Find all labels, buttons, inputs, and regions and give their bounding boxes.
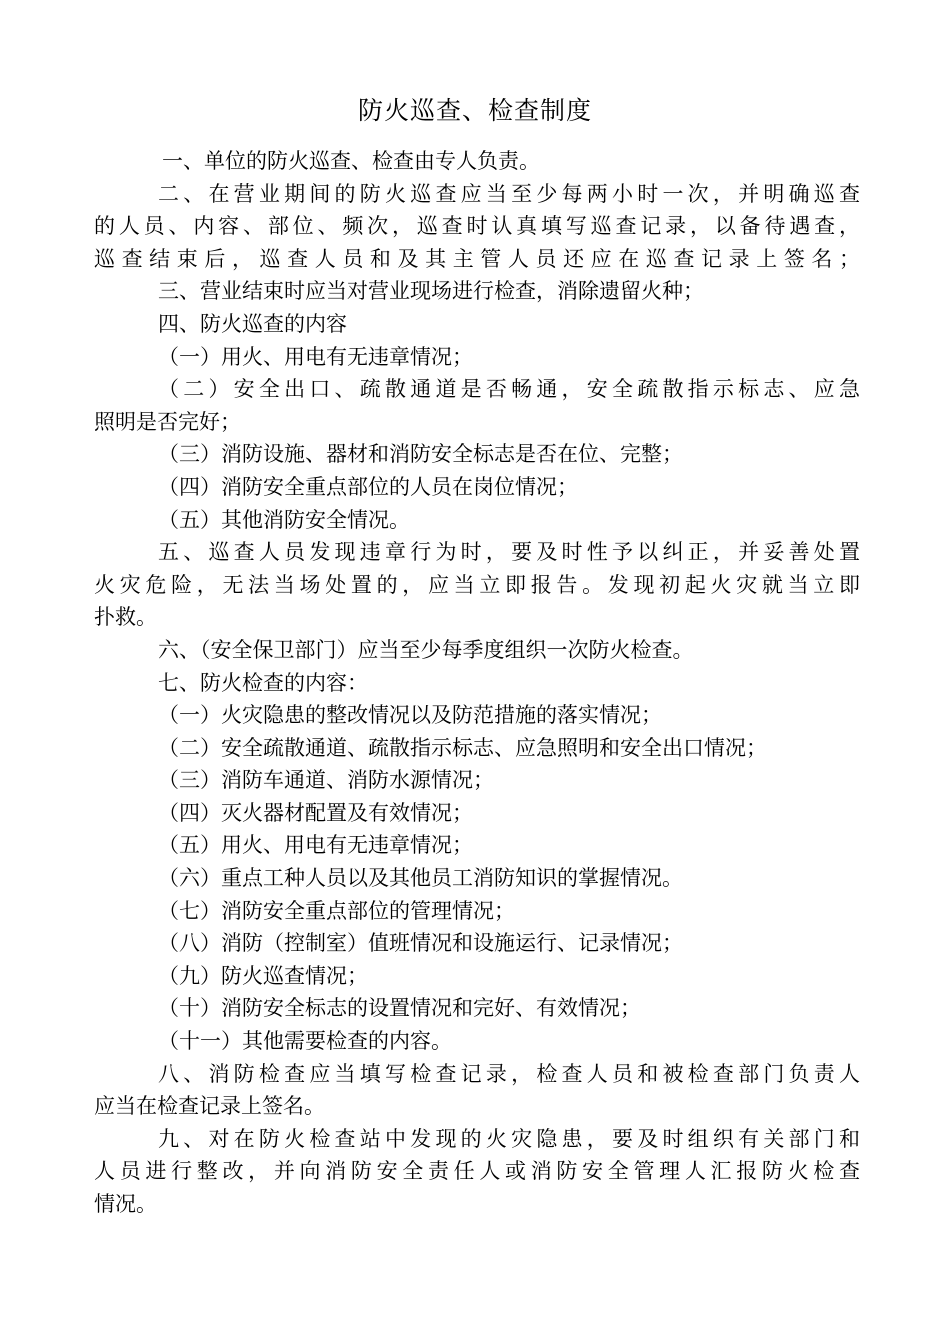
paragraph-line: 四、防火巡查的内容 <box>158 311 347 336</box>
paragraph-line: （二）安全疏散通道、疏散指示标志、应急照明和安全出口情况； <box>158 735 767 760</box>
paragraph-line: （七）消防安全重点部位的管理情况； <box>158 898 515 923</box>
paragraph-line: 人员进行整改，并向消防安全责任人或消防安全管理人汇报防火检查 <box>94 1159 860 1184</box>
paragraph-line: （四）灭火器材配置及有效情况； <box>158 800 473 825</box>
paragraph-line: 照明是否完好； <box>94 409 241 434</box>
paragraph-line: （一）用火、用电有无违章情况； <box>158 344 473 369</box>
paragraph-line: （六）重点工种人员以及其他员工消防知识的掌握情况。 <box>158 866 683 891</box>
document-body <box>94 145 860 1221</box>
paragraph-line: （五）用火、用电有无违章情况； <box>158 833 473 858</box>
paragraph-line: （三）消防车通道、消防水源情况； <box>158 768 494 793</box>
paragraph-line: （九）防火巡查情况； <box>158 963 368 988</box>
paragraph-line: 情况。 <box>94 1192 157 1216</box>
paragraph-line: （四）消防安全重点部位的人员在岗位情况； <box>158 474 578 499</box>
paragraph-line: 三、营业结束时应当对营业现场进行检查，消除遗留火种； <box>158 279 704 304</box>
paragraph-line: 一、单位的防火巡查、检查由专人负责。 <box>162 149 540 173</box>
paragraph-line: （一）火灾隐患的整改情况以及防范措施的落实情况； <box>158 703 662 728</box>
paragraph-line: （十）消防安全标志的设置情况和完好、有效情况； <box>158 996 641 1021</box>
paragraph-line: 二、在营业期间的防火巡查应当至少每两小时一次，并明确巡查 <box>158 181 860 206</box>
paragraph-line: 七、防火检查的内容： <box>158 670 368 695</box>
paragraph-line: （五）其他消防安全情况。 <box>158 507 410 532</box>
paragraph-line: 的人员、内容、部位、频次，巡查时认真填写巡查记录，以备待遇查， <box>94 214 860 239</box>
paragraph-line: 九、对在防火检查站中发现的火灾隐患，要及时组织有关部门和 <box>158 1126 860 1151</box>
document-title: 防火巡查、检查制度 <box>357 96 592 125</box>
paragraph-line: 八、消防检查应当填写检查记录，检查人员和被检查部门负责人 <box>158 1061 860 1086</box>
paragraph-line: 六、（安全保卫部门）应当至少每季度组织一次防火检查。 <box>158 637 694 662</box>
paragraph-line: 五、巡查人员发现违章行为时，要及时性予以纠正，并妥善处置 <box>158 540 860 565</box>
paragraph-line: （二）安全出口、疏散通道是否畅通，安全疏散指示标志、应急 <box>158 377 860 402</box>
paragraph-line: 扑救。 <box>94 605 157 630</box>
paragraph-line: （三）消防设施、器材和消防安全标志是否在位、完整； <box>158 442 683 467</box>
paragraph-line: （十一）其他需要检查的内容。 <box>158 1029 452 1054</box>
paragraph-line: （八）消防（控制室）值班情况和设施运行、记录情况； <box>158 931 683 956</box>
paragraph-line: 巡查结束后，巡查人员和及其主管人员还应在巡查记录上签名； <box>94 246 860 271</box>
paragraph-line: 火灾危险，无法当场处置的，应当立即报告。发现初起火灾就当立即 <box>94 572 860 597</box>
paragraph-line: 应当在检查记录上签名。 <box>94 1094 325 1119</box>
